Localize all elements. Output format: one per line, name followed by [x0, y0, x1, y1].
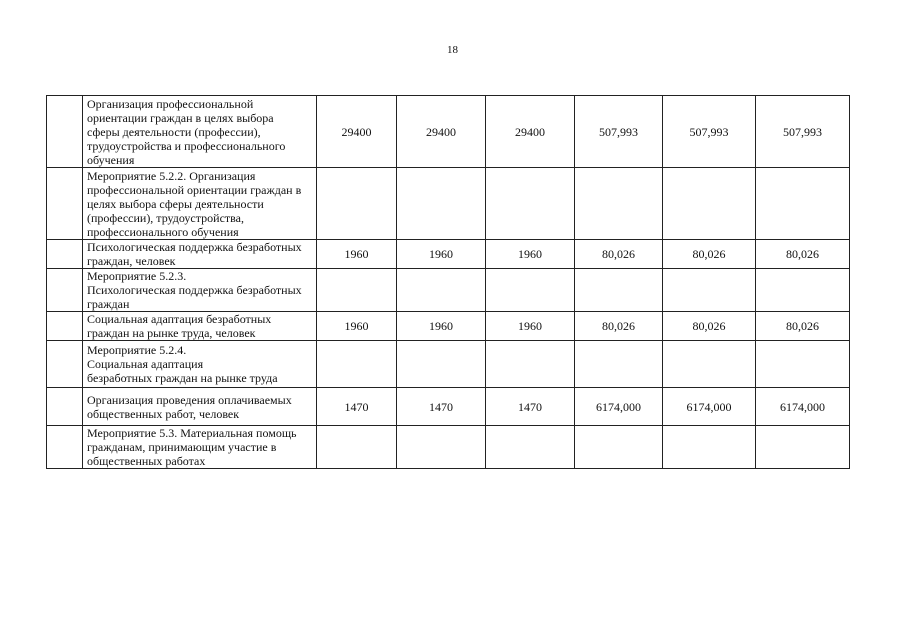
value-cell [756, 168, 850, 240]
empty-index-cell [47, 269, 83, 312]
empty-index-cell [47, 388, 83, 426]
value-cell [317, 269, 397, 312]
value-cell [486, 426, 575, 469]
value-cell: 1470 [397, 388, 486, 426]
description-line: Мероприятие 5.3. Материальная помощь [87, 426, 297, 440]
description-line: ориентации граждан в целях выбора [87, 110, 274, 125]
value-cell [663, 269, 756, 312]
description-line: Организация профессиональной [87, 96, 254, 111]
value-cell: 80,026 [663, 240, 756, 269]
value-cell [317, 426, 397, 469]
value-cell [486, 341, 575, 388]
description-line: (профессии), трудоустройства, [87, 210, 244, 225]
table-row [47, 269, 850, 312]
table-row [47, 388, 850, 426]
table-row [47, 168, 850, 240]
value-cell [756, 426, 850, 469]
value-cell: 1960 [486, 240, 575, 269]
description-line: граждан на рынке труда, человек [87, 326, 256, 340]
description-line: безработных граждан на рынке труда [87, 371, 278, 385]
description-line: граждан, человек [87, 254, 176, 268]
description-line: Психологическая поддержка безработных [87, 283, 302, 297]
value-cell [756, 341, 850, 388]
value-cell: 1960 [397, 240, 486, 269]
description-line: целях выбора сферы деятельности [87, 196, 264, 211]
description-line: профессионального обучения [87, 224, 239, 239]
description-line: Мероприятие 5.2.2. Организация [87, 168, 256, 183]
value-cell: 1470 [486, 388, 575, 426]
value-cell: 1960 [317, 240, 397, 269]
value-cell [663, 341, 756, 388]
description-line: Мероприятие 5.2.3. [87, 269, 187, 283]
empty-index-cell [47, 341, 83, 388]
value-cell [486, 269, 575, 312]
page-number: 18 [447, 44, 458, 56]
value-cell: 80,026 [756, 240, 850, 269]
description-line: трудоустройства и профессионального [87, 138, 286, 153]
value-cell [663, 168, 756, 240]
value-cell [575, 269, 663, 312]
description-cell [83, 312, 317, 341]
description-line: сферы деятельности (профессии), [87, 124, 261, 139]
value-cell: 29400 [397, 96, 486, 168]
value-cell: 80,026 [575, 240, 663, 269]
value-cell [397, 269, 486, 312]
description-line: общественных работах [87, 454, 206, 468]
value-cell: 6174,000 [756, 388, 850, 426]
table-row [47, 240, 850, 269]
value-cell [397, 168, 486, 240]
value-cell [575, 341, 663, 388]
value-cell: 80,026 [575, 312, 663, 341]
value-cell [756, 269, 850, 312]
value-cell: 6174,000 [663, 388, 756, 426]
description-line: гражданам, принимающим участие в [87, 440, 277, 454]
value-cell [317, 168, 397, 240]
value-cell: 1470 [317, 388, 397, 426]
value-cell [397, 426, 486, 469]
value-cell [663, 426, 756, 469]
description-cell [83, 168, 317, 240]
value-cell: 80,026 [756, 312, 850, 341]
description-line: общественных работ, человек [87, 406, 240, 421]
table-row [47, 341, 850, 388]
value-cell [575, 168, 663, 240]
description-line: Психологическая поддержка безработных [87, 240, 302, 254]
description-line: обучения [87, 152, 135, 167]
empty-index-cell [47, 96, 83, 168]
table-row [47, 426, 850, 469]
value-cell: 507,993 [756, 96, 850, 168]
description-line: граждан [87, 297, 130, 311]
value-cell: 29400 [486, 96, 575, 168]
description-line: профессиональной ориентации граждан в [87, 182, 302, 197]
description-line: Социальная адаптация [87, 357, 204, 371]
empty-index-cell [47, 240, 83, 269]
description-cell [83, 341, 317, 388]
value-cell: 507,993 [575, 96, 663, 168]
value-cell: 6174,000 [575, 388, 663, 426]
value-cell: 507,993 [663, 96, 756, 168]
description-cell [83, 269, 317, 312]
value-cell [486, 168, 575, 240]
value-cell [317, 341, 397, 388]
table-row [47, 312, 850, 341]
value-cell: 80,026 [663, 312, 756, 341]
empty-index-cell [47, 168, 83, 240]
value-cell: 1960 [486, 312, 575, 341]
description-line: Мероприятие 5.2.4. [87, 343, 187, 357]
empty-index-cell [47, 312, 83, 341]
value-cell: 1960 [317, 312, 397, 341]
data-table [46, 95, 850, 469]
value-cell [397, 341, 486, 388]
description-cell [83, 240, 317, 269]
value-cell: 1960 [397, 312, 486, 341]
description-cell [83, 426, 317, 469]
description-line: Социальная адаптация безработных [87, 312, 272, 326]
description-cell [83, 96, 317, 168]
value-cell: 29400 [317, 96, 397, 168]
table-row [47, 96, 850, 168]
description-cell [83, 388, 317, 426]
empty-index-cell [47, 426, 83, 469]
description-line: Организация проведения оплачиваемых [87, 392, 292, 407]
value-cell [575, 426, 663, 469]
